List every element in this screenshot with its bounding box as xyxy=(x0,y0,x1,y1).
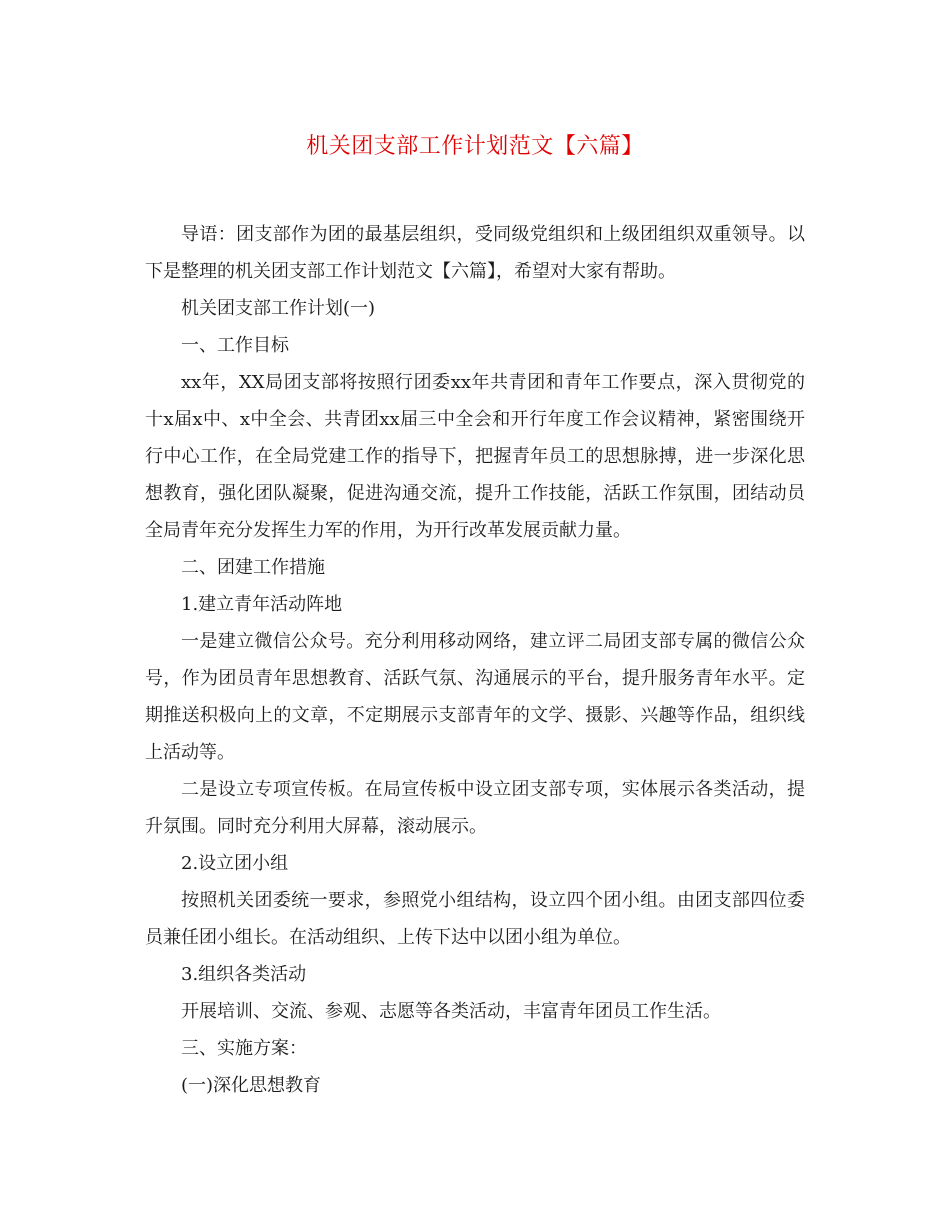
heading-work-goals: 一、工作目标 xyxy=(181,335,289,356)
subheading-activity-base: 1.建立青年活动阵地 xyxy=(181,594,343,615)
paragraph-activities: 开展培训、交流、参观、志愿等各类活动，丰富青年团员工作生活。 xyxy=(181,1001,721,1022)
heading-plan-one: 机关团支部工作计划(一) xyxy=(181,298,376,319)
heading-measures: 二、团建工作措施 xyxy=(181,557,325,578)
paragraph-board: 二是设立专项宣传板。在局宣传板中设立团支部专项，实体展示各类活动，提升氛围。同时充分利用大屏幕，滚动展示。 xyxy=(145,779,805,837)
document-body xyxy=(145,216,805,1104)
paragraph-intro: 导语：团支部作为团的最基层组织，受同级党组织和上级团组织双重领导。以下是整理的机关团支部工作计划范文【六篇】，希望对大家有帮助。 xyxy=(145,224,805,282)
paragraph-wechat: 一是建立微信公众号。充分利用移动网络，建立评二局团支部专属的微信公众号，作为团员青年思想教育、活跃气氛、沟通展示的平台，提升服务青年水平。定期推送积极向上的文章，不定期展示支部青年的文学、摄影、兴趣等作品，组织线上活动等。 xyxy=(145,631,805,763)
heading-implementation: 三、实施方案： xyxy=(181,1038,307,1059)
document-title: 机关团支部工作计划范文【六篇】 xyxy=(306,134,644,159)
paragraph-groups: 按照机关团委统一要求，参照党小组结构，设立四个团小组。由团支部四位委员兼任团小组长。在活动组织、上传下达中以团小组为单位。 xyxy=(145,890,805,948)
subheading-ideology: (一)深化思想教育 xyxy=(181,1075,322,1096)
paragraph-work-goals: xx年，XX局团支部将按照行团委xx年共青团和青年工作要点，深入贯彻党的十x届x中、x中全会、共青团xx届三中全会和开行年度工作会议精神，紧密围绕开行中心工作，在全局党建工作的指导下，把握青年员工的思想脉搏，进一步深化思想教育，强化团队凝聚，促进沟通交流，提升工作技能，活跃工作氛围，团结动员全局青年充分发挥生力军的作用，为开行改革发展贡献力量。 xyxy=(145,372,805,541)
subheading-groups: 2.设立团小组 xyxy=(181,853,289,874)
subheading-activities: 3.组织各类活动 xyxy=(181,964,307,985)
